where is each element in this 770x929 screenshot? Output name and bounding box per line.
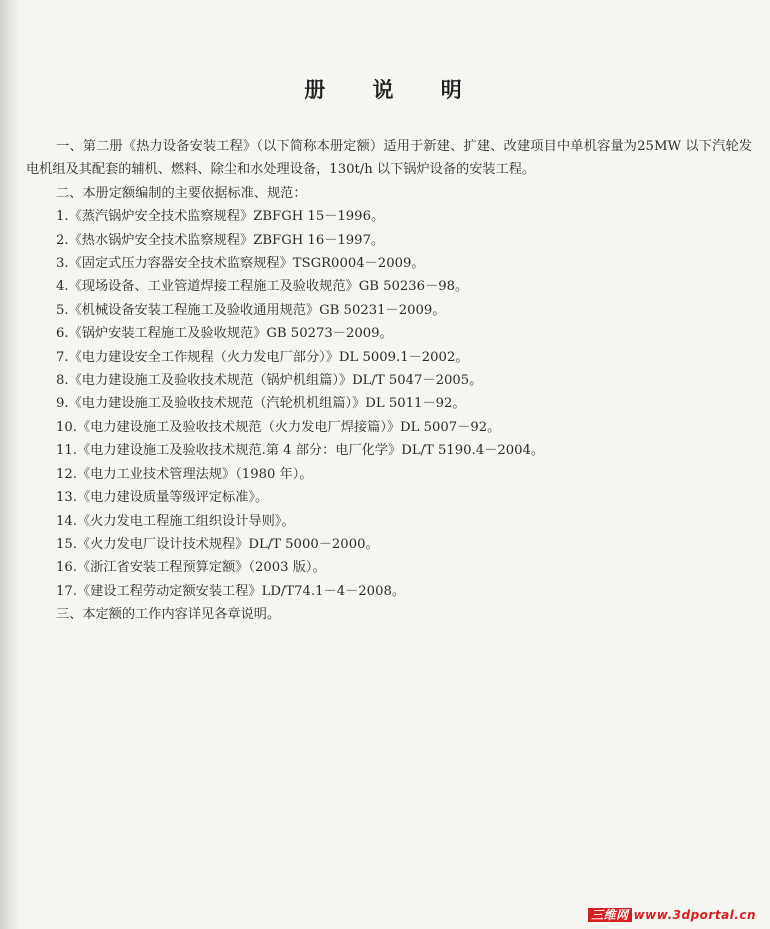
list-item: 6.《锅炉安装工程施工及验收规范》GB 50273－2009。 — [56, 326, 393, 342]
list-item: 15.《火力发电厂设计技术规程》DL/T 5000－2000。 — [56, 536, 379, 552]
list-item: 8.《电力建设施工及验收技术规范（锅炉机组篇）》DL/T 5047－2005。 — [56, 373, 483, 389]
document-body — [26, 135, 752, 627]
list-item: 16.《浙江省安装工程预算定额》（2003 版）。 — [56, 560, 326, 576]
list-item: 4.《现场设备、工业管道焊接工程施工及验收规范》GB 50236－98。 — [56, 279, 469, 295]
paragraph-work-content: 三、本定额的工作内容详见各章说明。 — [56, 607, 281, 623]
list-item: 11.《电力建设施工及验收技术规范.第 4 部分：电厂化学》DL/T 5190.4－2004。 — [56, 443, 545, 459]
standards-list — [26, 205, 752, 603]
list-item: 9.《电力建设施工及验收技术规范（汽轮机机组篇）》DL 5011－92。 — [56, 396, 466, 412]
list-item: 10.《电力建设施工及验收技术规范（火力发电厂焊接篇）》DL 5007－92。 — [56, 419, 501, 435]
paragraph-basis-heading: 二、本册定额编制的主要依据标准、规范： — [56, 185, 307, 201]
watermark-brand: 三维网 — [588, 908, 632, 922]
list-item: 13.《电力建设质量等级评定标准》。 — [56, 490, 269, 506]
book-spine-shadow — [0, 0, 20, 929]
page-title: 册 说 明 — [304, 78, 482, 102]
list-item: 2.《热水锅炉安全技术监察规程》ZBFGH 16－1997。 — [56, 232, 385, 248]
paragraph-scope: 一、第二册《热力设备安装工程》（以下简称本册定额）适用于新建、扩建、改建项目中单机容量为25MW 以下汽轮发电机组及其配套的辅机、燃料、除尘和水处理设备，130t/h 以下锅炉设备的安装工程。 — [26, 139, 752, 178]
list-item: 7.《电力建设安全工作规程（火力发电厂部分）》DL 5009.1－2002。 — [56, 349, 469, 365]
list-item: 5.《机械设备安装工程施工及验收通用规范》GB 50231－2009。 — [56, 302, 446, 318]
list-item: 14.《火力发电工程施工组织设计导则》。 — [56, 513, 295, 529]
list-item: 3.《固定式压力容器安全技术监察规程》TSGR0004－2009。 — [56, 256, 425, 272]
list-item: 17.《建设工程劳动定额安装工程》LD/T74.1－4－2008。 — [56, 583, 406, 599]
site-watermark — [588, 906, 756, 923]
list-item: 12.《电力工业技术管理法规》（1980 年）。 — [56, 466, 313, 482]
watermark-url: www.3dportal.cn — [633, 908, 756, 922]
list-item: 1.《蒸汽锅炉安全技术监察规程》ZBFGH 15－1996。 — [56, 209, 385, 225]
